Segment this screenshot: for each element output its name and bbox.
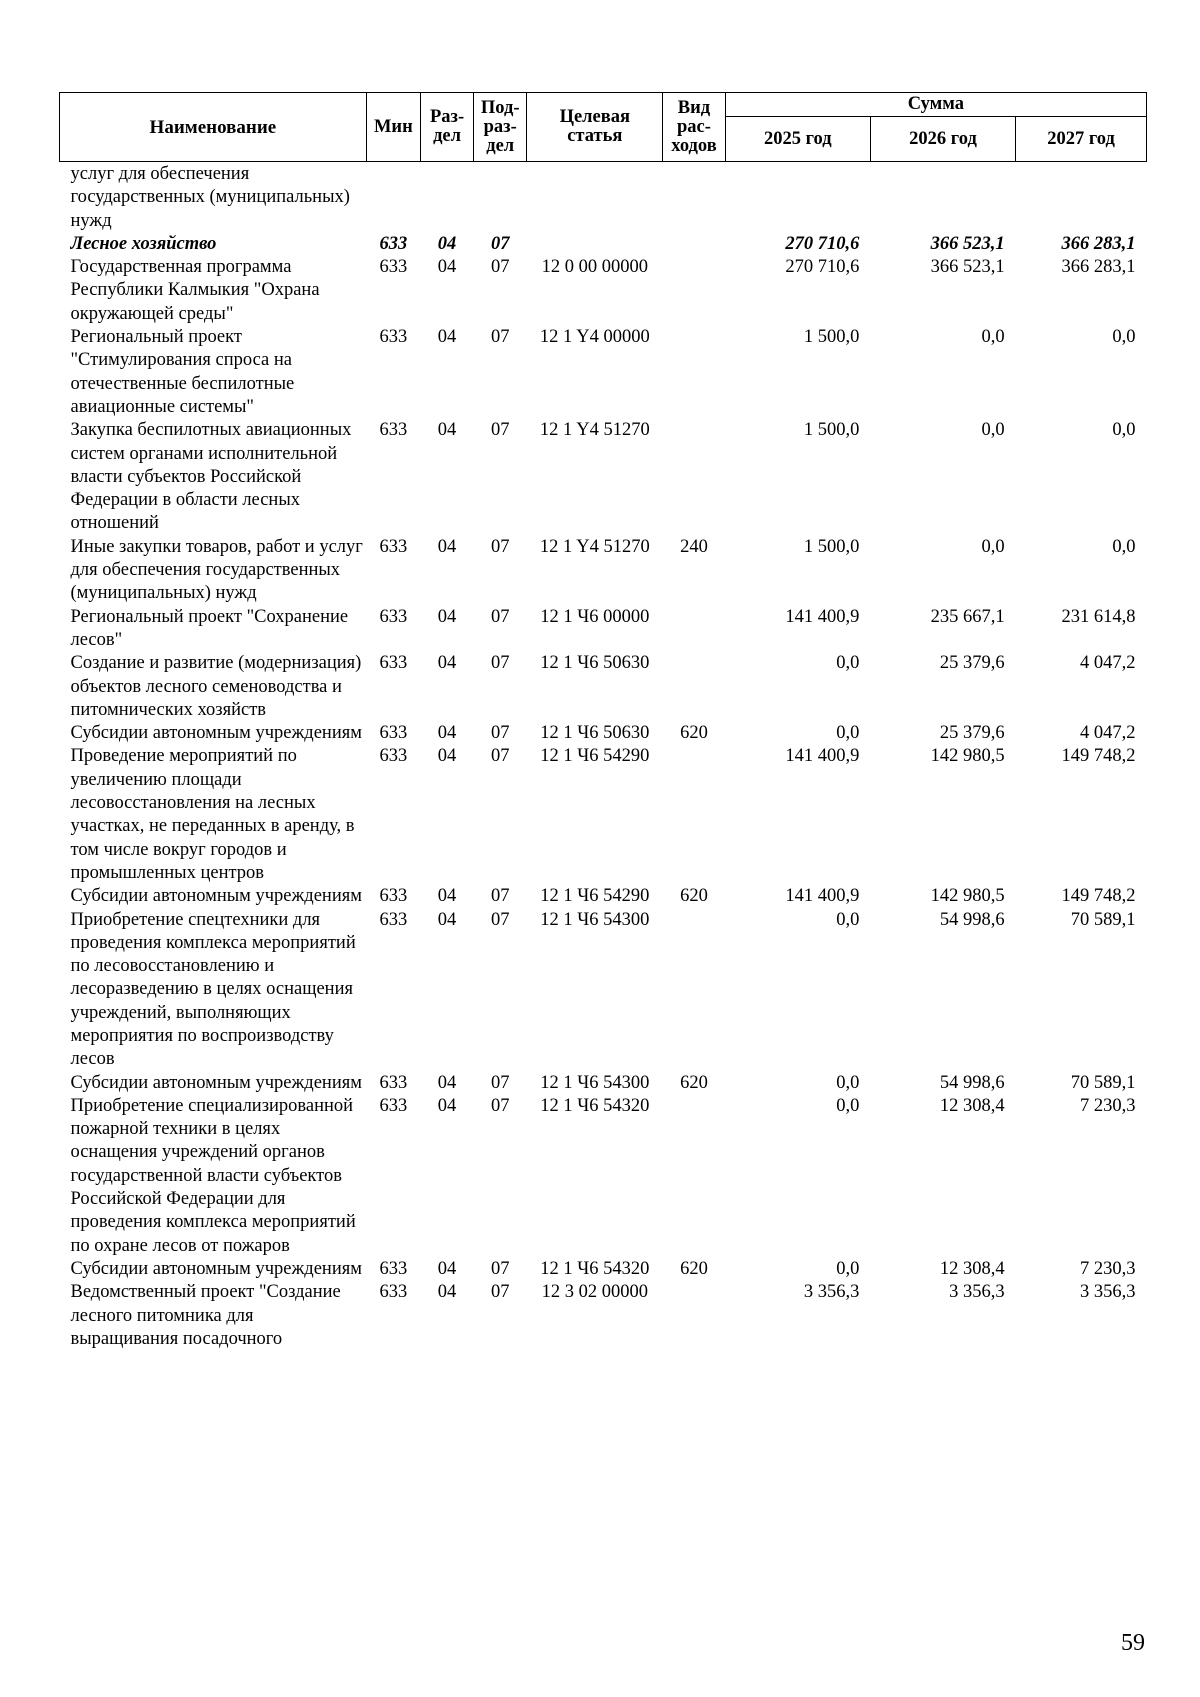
row-amount-2026: 0,0 — [981, 327, 1005, 348]
row-amount-2026: 12 308,4 — [939, 1095, 1005, 1116]
row-amount-2026 — [870, 162, 1015, 233]
row-section: 04 — [437, 606, 457, 627]
row-target-article: 12 1 Ч6 54320 — [540, 1095, 650, 1116]
budget-table — [59, 92, 1147, 1351]
row-name: Иные закупки товаров, работ и услуг для обеспечения государственных (муниципальных) нужд — [70, 536, 363, 604]
row-amount-2025: 1 500,0 — [803, 327, 860, 348]
table-row — [60, 722, 1147, 745]
header-year-2025: 2025 год — [725, 117, 870, 162]
header-year-2027: 2027 год — [1016, 117, 1147, 162]
row-subsection: 07 — [490, 723, 510, 744]
row-section: 04 — [437, 1095, 457, 1116]
row-target-article — [527, 162, 663, 233]
row-name: Субсидии автономным учреждениям — [70, 1072, 362, 1093]
row-subsection: 07 — [490, 1282, 510, 1303]
row-amount-2025: 0,0 — [836, 1072, 860, 1093]
header-podrazdel: Под- раз- дел — [474, 93, 527, 162]
row-amount-2027: 7 230,3 — [1080, 1258, 1136, 1279]
row-name: Субсидии автономным учреждениям — [70, 1258, 362, 1279]
row-name: Создание и развитие (модернизация) объектов лесного семеноводства и питомнических хозяйств — [70, 653, 362, 720]
row-subsection: 07 — [490, 1258, 510, 1279]
row-amount-2027: 231 614,8 — [1061, 606, 1136, 627]
table-header — [60, 93, 1147, 162]
row-target-article: 12 1 Ч6 50630 — [540, 723, 650, 744]
row-amount-2025: 0,0 — [836, 909, 860, 930]
table-row — [60, 1095, 1147, 1258]
row-ministry-code: 633 — [379, 723, 408, 744]
row-amount-2025: 141 400,9 — [785, 606, 860, 627]
header-expense-type: Вид рас- ходов — [663, 93, 725, 162]
row-subsection: 07 — [490, 420, 510, 441]
row-expense-type — [663, 256, 725, 326]
row-section: 04 — [437, 1282, 457, 1303]
row-subsection: 07 — [490, 327, 510, 348]
row-target-article: 12 3 02 00000 — [541, 1282, 648, 1303]
table-row — [60, 652, 1147, 722]
row-amount-2026: 366 523,1 — [930, 233, 1005, 254]
header-summa: Сумма — [725, 93, 1146, 117]
row-subsection: 07 — [490, 886, 510, 907]
row-ministry-code: 633 — [379, 653, 408, 674]
row-target-article: 12 1 Y4 51270 — [539, 420, 650, 441]
table-row — [60, 909, 1147, 1072]
table-body — [60, 162, 1147, 1352]
header-min: Мин — [366, 93, 420, 162]
row-expense-type — [663, 233, 725, 256]
row-subsection: 07 — [490, 606, 510, 627]
row-ministry-code: 633 — [379, 886, 408, 907]
row-section: 04 — [437, 723, 457, 744]
row-target-article: 12 1 Ч6 54290 — [540, 746, 650, 767]
table-row — [60, 885, 1147, 908]
row-target-article — [527, 233, 663, 256]
row-amount-2025: 1 500,0 — [803, 420, 860, 441]
row-expense-type — [663, 419, 725, 535]
row-ministry-code: 633 — [379, 606, 408, 627]
row-name: Закупка беспилотных авиационных систем органами исполнительной власти субъектов Российской Федерации в области лесных отношений — [70, 420, 352, 534]
row-expense-type — [663, 745, 725, 885]
row-name: Проведение мероприятий по увеличению площади лесовосстановления на лесных участках, не переданных в аренду, в том числе вокруг городов и промышленных центров — [70, 746, 355, 883]
row-expense-type: 620 — [680, 723, 708, 744]
row-amount-2025: 141 400,9 — [785, 886, 860, 907]
row-expense-type — [663, 652, 725, 722]
row-section: 04 — [437, 1258, 457, 1279]
table-row — [60, 233, 1147, 256]
row-amount-2027: 149 748,2 — [1061, 746, 1136, 767]
table-row — [60, 1072, 1147, 1095]
row-ministry-code: 633 — [379, 257, 408, 278]
row-name: Приобретение специализированной пожарной техники в целях оснащения учреждений органов государственной власти субъектов Российской Федерации для проведения комплекса мероприятий по охране лесов от пожаров — [70, 1095, 356, 1256]
table-row — [60, 419, 1147, 535]
row-ministry-code: 633 — [379, 536, 408, 557]
table-row — [60, 162, 1147, 233]
row-name: Ведомственный проект "Создание лесного питомника для выращивания посадочного — [70, 1282, 341, 1349]
row-subsection: 07 — [490, 536, 510, 557]
row-amount-2026: 366 523,1 — [930, 257, 1005, 278]
row-section: 04 — [437, 886, 457, 907]
row-name: Государственная программа Республики Калмыкия "Охрана окружающей среды" — [70, 257, 320, 324]
row-section: 04 — [437, 746, 457, 767]
row-amount-2025: 0,0 — [836, 1258, 860, 1279]
row-subsection — [474, 162, 527, 233]
row-amount-2025: 3 356,3 — [803, 1282, 860, 1303]
row-subsection: 07 — [490, 653, 510, 674]
row-amount-2025: 270 710,6 — [785, 257, 860, 278]
row-section: 04 — [437, 653, 457, 674]
row-section: 04 — [437, 233, 457, 254]
row-amount-2027: 149 748,2 — [1061, 886, 1136, 907]
row-amount-2027: 366 283,1 — [1061, 257, 1136, 278]
row-name: услуг для обеспечения государственных (муниципальных) нужд — [70, 164, 350, 231]
row-amount-2025: 0,0 — [836, 653, 860, 674]
row-ministry-code: 633 — [379, 1072, 408, 1093]
row-amount-2027 — [1016, 162, 1147, 233]
row-ministry-code: 633 — [379, 746, 408, 767]
row-amount-2026: 0,0 — [981, 536, 1005, 557]
row-subsection: 07 — [490, 1095, 510, 1116]
row-name: Приобретение спецтехники для проведения комплекса мероприятий по лесовосстановлению и лесоразведению в целях оснащения учреждений, выполняющих мероприятия по воспроизводству лесов — [70, 909, 356, 1070]
row-amount-2025: 0,0 — [836, 1095, 860, 1116]
row-amount-2027: 7 230,3 — [1080, 1095, 1136, 1116]
page-number: 59 — [1121, 1630, 1145, 1656]
row-amount-2026: 3 356,3 — [949, 1282, 1005, 1303]
row-target-article: 12 1 Ч6 54290 — [540, 886, 650, 907]
row-amount-2027: 0,0 — [1112, 327, 1136, 348]
row-expense-type: 620 — [680, 1072, 708, 1093]
row-section: 04 — [437, 420, 457, 441]
row-expense-type — [663, 909, 725, 1072]
row-expense-type — [663, 162, 725, 233]
row-expense-type: 620 — [680, 886, 708, 907]
row-amount-2025: 0,0 — [836, 723, 860, 744]
row-target-article: 12 1 Y4 00000 — [539, 327, 650, 348]
row-expense-type — [663, 1281, 725, 1351]
row-name: Региональный проект "Сохранение лесов" — [70, 606, 349, 650]
row-amount-2025 — [725, 162, 870, 233]
table-row — [60, 1281, 1147, 1351]
row-ministry-code: 633 — [379, 1095, 408, 1116]
row-expense-type: 620 — [680, 1258, 708, 1279]
row-section: 04 — [437, 536, 457, 557]
table-row — [60, 606, 1147, 653]
row-target-article: 12 1 Y4 51270 — [539, 536, 650, 557]
header-target-article: Целевая статья — [527, 93, 663, 162]
header-razdel: Раз- дел — [420, 93, 473, 162]
table-row — [60, 536, 1147, 606]
row-amount-2027: 4 047,2 — [1080, 723, 1136, 744]
row-amount-2027: 366 283,1 — [1061, 233, 1136, 254]
row-name: Субсидии автономным учреждениям — [70, 886, 362, 907]
row-name: Субсидии автономным учреждениям — [70, 723, 362, 744]
row-target-article: 12 0 00 00000 — [541, 257, 648, 278]
row-expense-type — [663, 326, 725, 419]
row-amount-2027: 0,0 — [1112, 420, 1136, 441]
row-amount-2026: 142 980,5 — [930, 886, 1005, 907]
row-subsection: 07 — [490, 257, 510, 278]
row-subsection: 07 — [490, 1072, 510, 1093]
row-target-article: 12 1 Ч6 54320 — [540, 1258, 650, 1279]
row-amount-2026: 54 998,6 — [939, 1072, 1005, 1093]
table-row — [60, 745, 1147, 885]
row-target-article: 12 1 Ч6 54300 — [540, 909, 650, 930]
row-section — [420, 162, 473, 233]
row-amount-2026: 142 980,5 — [930, 746, 1005, 767]
row-amount-2027: 70 589,1 — [1070, 909, 1136, 930]
row-target-article: 12 1 Ч6 00000 — [540, 606, 650, 627]
row-ministry-code: 633 — [379, 909, 408, 930]
row-ministry-code: 633 — [379, 327, 408, 348]
row-amount-2027: 70 589,1 — [1070, 1072, 1136, 1093]
row-target-article: 12 1 Ч6 50630 — [540, 653, 650, 674]
row-section: 04 — [437, 1072, 457, 1093]
row-expense-type — [663, 1095, 725, 1258]
row-ministry-code: 633 — [379, 420, 408, 441]
header-year-2026: 2026 год — [870, 117, 1015, 162]
row-amount-2026: 235 667,1 — [930, 606, 1005, 627]
row-expense-type: 240 — [680, 536, 708, 557]
table-row — [60, 1258, 1147, 1281]
row-subsection: 07 — [490, 909, 510, 930]
row-ministry-code: 633 — [379, 1282, 408, 1303]
row-name: Региональный проект "Стимулирования спроса на отечественные беспилотные авиационные системы" — [70, 327, 295, 417]
row-expense-type — [663, 606, 725, 653]
row-target-article: 12 1 Ч6 54300 — [540, 1072, 650, 1093]
row-section: 04 — [437, 909, 457, 930]
row-amount-2026: 25 379,6 — [939, 723, 1005, 744]
row-amount-2025: 270 710,6 — [785, 233, 860, 254]
row-amount-2027: 4 047,2 — [1080, 653, 1136, 674]
row-amount-2025: 1 500,0 — [803, 536, 860, 557]
table-row — [60, 326, 1147, 419]
header-name: Наименование — [60, 93, 367, 162]
row-amount-2026: 12 308,4 — [939, 1258, 1005, 1279]
row-subsection: 07 — [490, 233, 510, 254]
table-row — [60, 256, 1147, 326]
row-amount-2026: 0,0 — [981, 420, 1005, 441]
row-section: 04 — [437, 327, 457, 348]
row-amount-2026: 25 379,6 — [939, 653, 1005, 674]
row-subsection: 07 — [490, 746, 510, 767]
row-ministry-code: 633 — [379, 1258, 408, 1279]
row-amount-2027: 3 356,3 — [1080, 1282, 1136, 1303]
row-name: Лесное хозяйство — [70, 233, 217, 254]
row-amount-2025: 141 400,9 — [785, 746, 860, 767]
row-amount-2026: 54 998,6 — [939, 909, 1005, 930]
row-ministry-code — [366, 162, 420, 233]
row-section: 04 — [437, 257, 457, 278]
row-ministry-code: 633 — [379, 233, 408, 254]
row-amount-2027: 0,0 — [1112, 536, 1136, 557]
